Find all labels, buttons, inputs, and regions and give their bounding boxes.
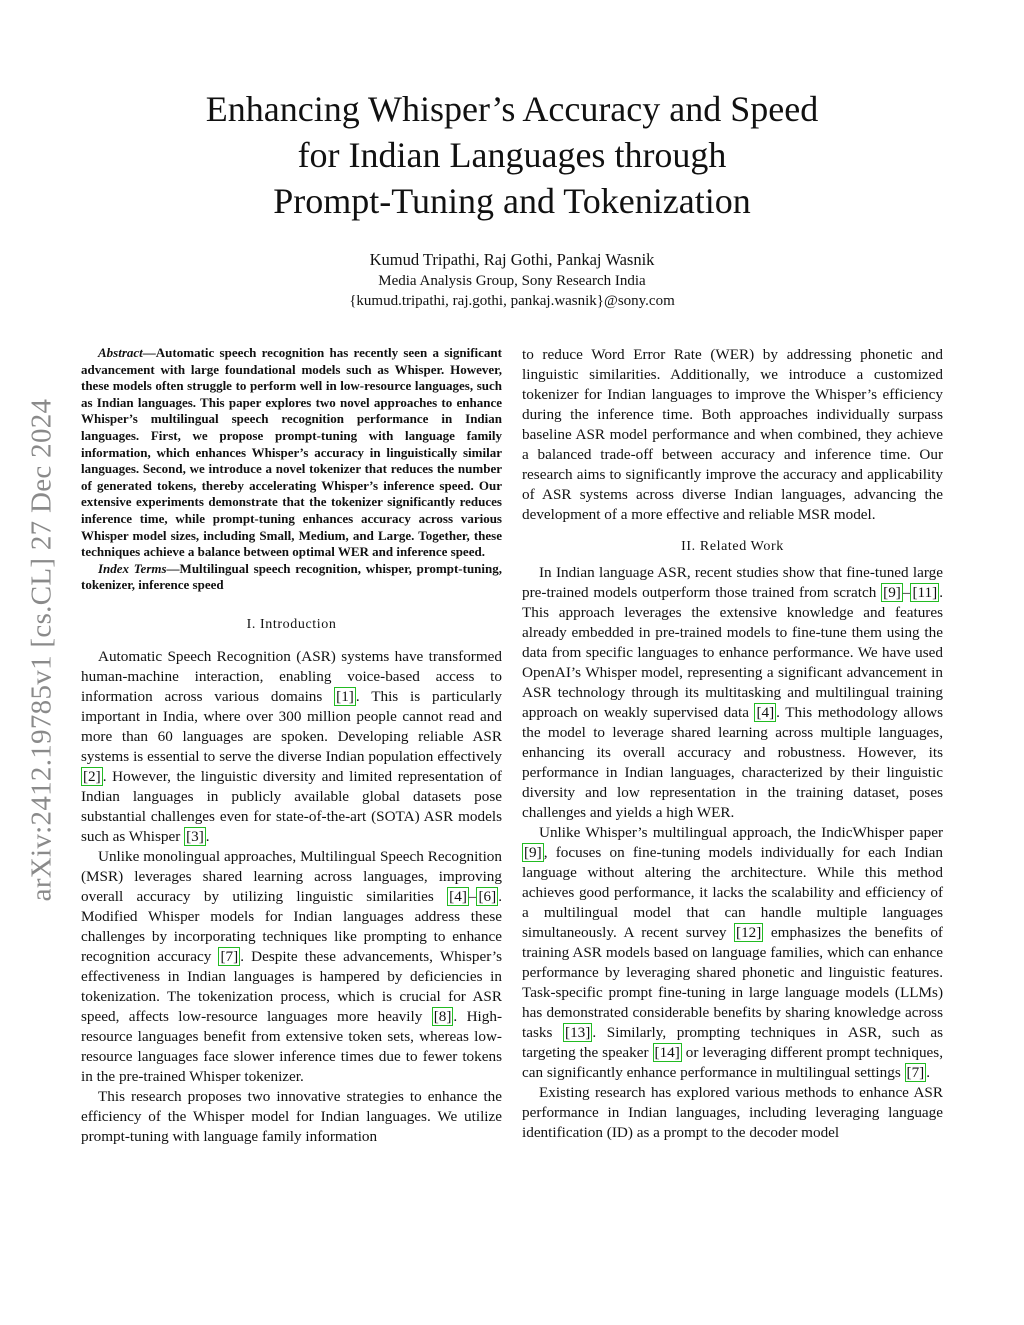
- title-line: Prompt-Tuning and Tokenization: [273, 181, 751, 221]
- arxiv-sidebar: [18, 350, 66, 950]
- citation-link[interactable]: [13]: [565, 1024, 591, 1041]
- abstract: [81, 345, 502, 561]
- paragraph: to reduce Word Error Rate (WER) by addressing phonetic and linguistic similarities. Additionally, we introduce a customized tokenizer for Indian languages to improve the Whisper’s efficiency during the inference time. Both approaches individually surpass baseline ASR model performance and when combined, they achieve a balanced trade-off between accuracy and inference time. Our research aims to significantly improve the accuracy and applicability of ASR systems across diverse Indian languages, advancing the development of a more effective and reliable MSR model.: [522, 346, 943, 523]
- paragraph: In Indian language ASR, recent studies show that fine-tuned large pre-trained models outperform those trained from scratch [9] – [11] . This approach leverages the extensive knowledge and features already embedded in pre-trained models to fine-tune them using the data from specific languages to enhance performance. We have used OpenAI’s Whisper model, representing a significant advancement in ASR technology through its multitasking and multilingual training approach on weakly supervised data [4] . This methodology allows the model to leverage shared learning across multiple languages, enhancing its overall accuracy and robustness. However, its performance in Indian languages, characterized by their linguistic diversity and low representation in the training dataset, poses challenges and yields a high WER.: [522, 564, 943, 821]
- citation-link[interactable]: [4]: [449, 887, 467, 905]
- citation-link[interactable]: [7]: [906, 1064, 925, 1081]
- index-terms-label: Index Terms: [98, 560, 167, 576]
- index-terms-text: —Multilingual speech recognition, whisper, prompt-tuning, tokenizer, inference speed: [81, 560, 502, 593]
- abstract-label: Abstract: [98, 345, 143, 360]
- title-line: Enhancing Whisper’s Accuracy and Speed: [205, 89, 819, 129]
- citation-link[interactable]: [9]: [524, 844, 542, 861]
- citation-link[interactable]: [4]: [756, 704, 775, 721]
- title-line: for Indian Languages through: [297, 135, 727, 175]
- left-column: [81, 345, 502, 1147]
- affiliation: Media Analysis Group, Sony Research India: [378, 273, 646, 289]
- paragraph: This research proposes two innovative strategies to enhance the efficiency of the Whisper model for Indian languages. We utilize prompt-tuning with language family information: [81, 1087, 502, 1145]
- author-list: Kumud Tripathi, Raj Gothi, Pankaj Wasnik: [369, 250, 655, 269]
- citation-link[interactable]: [8]: [433, 1007, 452, 1025]
- citation-link[interactable]: [9]: [883, 584, 901, 601]
- abstract-text: —Automatic speech recognition has recently seen a significant advancement with large foundational models such as Whisper. However, these models often struggle to perform well in low-resource languages, such as Indian languages. This paper explores two novel approaches to enhance Whisper’s multilingual speech recognition performance in Indian languages. First, we propose prompt-tuning with language family information, which enhances Whisper’s accuracy in linguistically similar languages. Second, we introduce a novel tokenizer that reduces the number of generated tokens, thereby accelerating Whisper’s inference speed. Our extensive experiments demonstrate that the tokenizer significantly reduces inference time, while prompt-tuning enhances accuracy across various Whisper model sizes, including Small, Medium, and Large. Together, these techniques achieve a balance between optimal WER and inference speed.: [81, 345, 502, 560]
- citation-link[interactable]: [14]: [654, 1044, 680, 1061]
- citation-link[interactable]: [2]: [83, 767, 101, 785]
- paragraph: Automatic Speech Recognition (ASR) systems have transformed human-machine interaction, enabling voice-based access to information across various domains [1] . This is particularly important in India, where over 300 million people cannot read and more than 60 languages are spoken. Developing reliable ASR systems is essential to serve the diverse Indian population effectively [2] . However, the linguistic diversity and limited representation of Indian languages in publicly available global datasets pose substantial challenges even for state-of-the-art (SOTA) ASR models such as Whisper [3] .: [81, 647, 502, 845]
- section-heading-introduction: I. Introduction: [246, 616, 337, 632]
- paragraph: Existing research has explored various methods to enhance ASR performance in Indian languages, including leveraging language identification (ID) as a prompt to the decoder model: [522, 1084, 943, 1141]
- citation-link[interactable]: [12]: [736, 924, 762, 941]
- paragraph: Unlike monolingual approaches, Multilingual Speech Recognition (MSR) leverages shared learning across languages, improving overall accuracy by utilizing linguistic similarities [4] – [6] . Modified Whisper models for Indian languages address these challenges by incorporating techniques like prompting to enhance recognition accuracy [7] . Despite these advancements, Whisper’s effectiveness in Indian languages is hampered by deficiencies in tokenization. The tokenization process, which is crucial for ASR speed, affects low-resource languages more heavily [8] . High-resource languages benefit from extensive token sets, whereas low-resource languages face slower inference times due to fewer tokens in the pre-trained Whisper tokenizer.: [81, 847, 503, 1085]
- arxiv-identifier: arXiv:2412.19785v1 [cs.CL] 27 Dec 2024: [25, 398, 58, 902]
- citation-link[interactable]: [7]: [220, 947, 239, 965]
- index-terms: [81, 561, 502, 594]
- author-emails: {kumud.tripathi, raj.gothi, pankaj.wasnik}@sony.com: [349, 293, 675, 309]
- citation-link[interactable]: [11]: [912, 584, 938, 601]
- paper-title: [120, 86, 904, 224]
- paragraph: Unlike Whisper’s multilingual approach, the IndicWhisper paper [9] , focuses on fine-tuning models individually for each Indian language without altering the architecture. While this method achieves good performance, it lacks the scalability and efficiency of a multilingual model that can handle multiple languages simultaneously. A recent survey [12] emphasizes the benefits of training ASR models based on language families, which can enhance performance by leveraging shared phonetic and linguistic features. Task-specific prompt fine-tuning in large language models (LLMs) has demonstrated considerable benefits by sharing knowledge across tasks [13] . Similarly, prompting techniques in ASR, such as targeting the speaker [14] or leveraging different prompt techniques, can significantly enhance performance in multilingual settings [7] .: [522, 824, 944, 1081]
- citation-link[interactable]: [6]: [478, 887, 497, 905]
- right-column: [522, 345, 943, 1143]
- citation-link[interactable]: [1]: [336, 687, 354, 705]
- section-heading-related-work: II. Related Work: [681, 539, 784, 554]
- citation-link[interactable]: [3]: [186, 827, 204, 845]
